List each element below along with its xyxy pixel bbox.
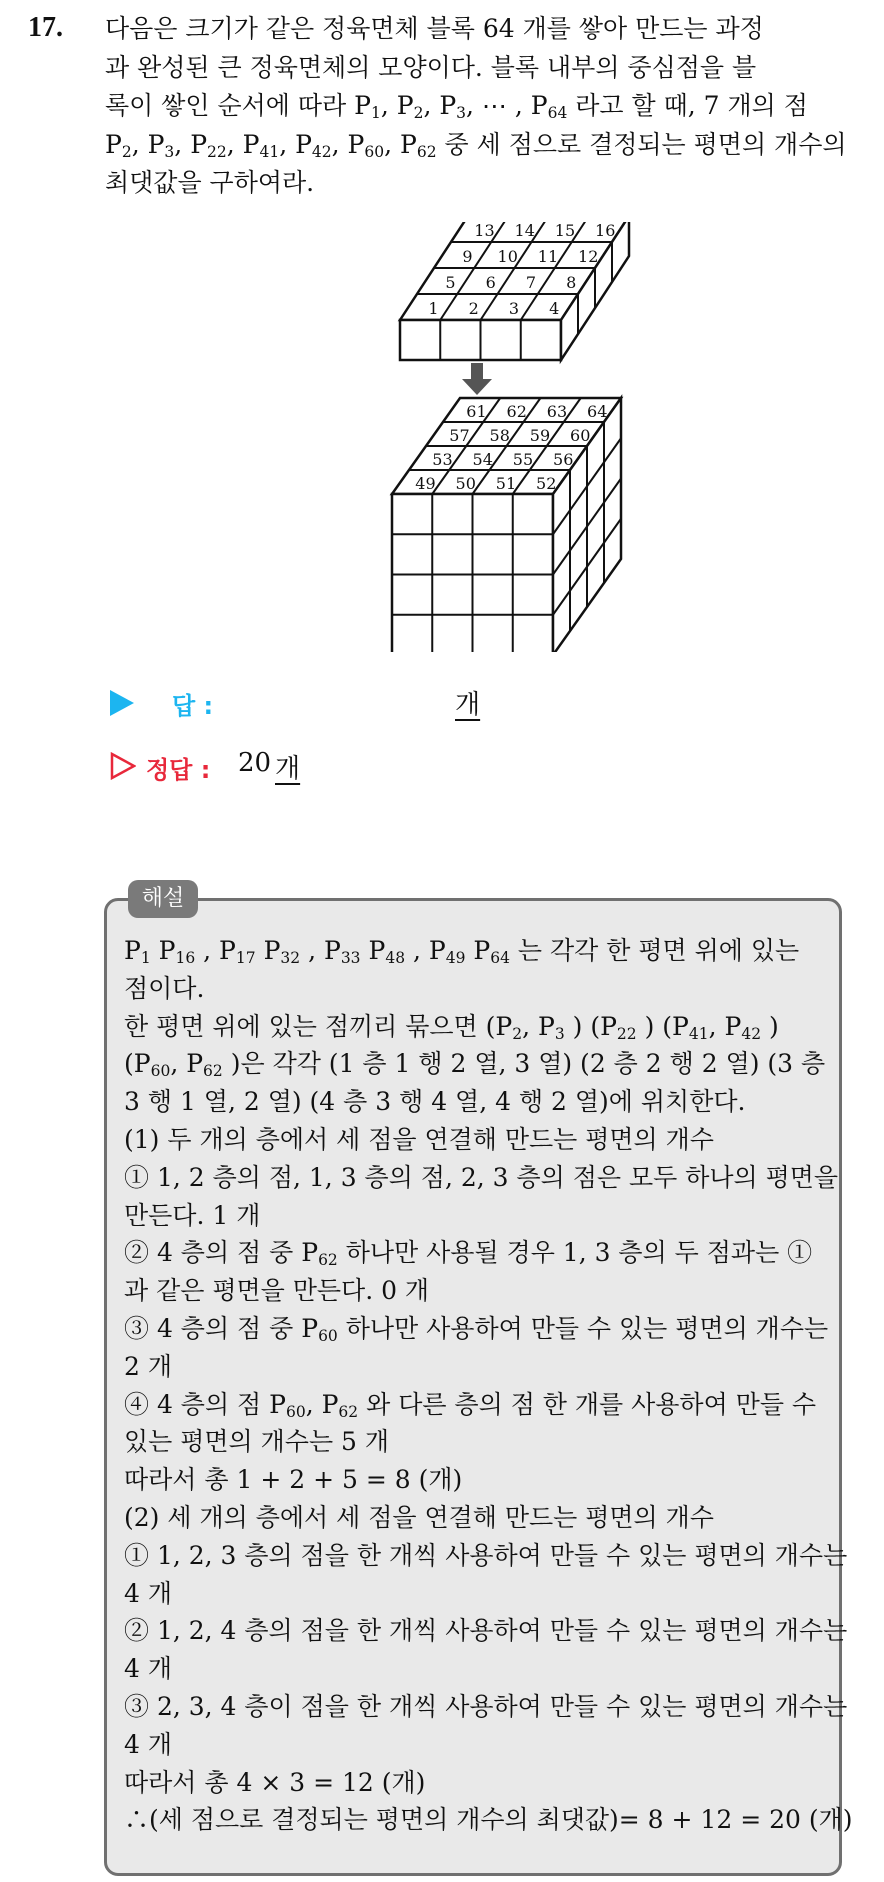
solution-line bbox=[124, 1008, 834, 1046]
subscript: 62 bbox=[203, 1062, 223, 1081]
solution-line bbox=[124, 1310, 834, 1348]
text-run: 만든다. 1 개 bbox=[124, 1200, 261, 1230]
cube-top-label: 60 bbox=[570, 426, 591, 445]
solution-line bbox=[124, 1272, 834, 1310]
text-run: 따라서 총 1 + 2 + 5 = 8 (개) bbox=[124, 1465, 463, 1495]
text-run: 4 개 bbox=[124, 1578, 173, 1608]
subscript: 49 bbox=[445, 948, 466, 967]
text-run: )은 각각 (1 층 1 행 2 열, 3 열) (2 층 2 행 2 열) (3 층 bbox=[222, 1049, 826, 1079]
text-run: 따라서 총 4 × 3 = 12 (개) bbox=[124, 1767, 426, 1797]
text-run: 하나만 사용하여 만들 수 있는 평면의 개수는 bbox=[337, 1313, 829, 1343]
solution-tab: 해설 bbox=[128, 880, 198, 918]
cube-top-label: 63 bbox=[546, 402, 568, 421]
text-run: , P bbox=[226, 129, 260, 159]
solution-line bbox=[124, 1499, 834, 1537]
text-run: , P bbox=[279, 129, 312, 159]
text-run: 점이다. bbox=[124, 973, 205, 1003]
question-line bbox=[105, 164, 865, 203]
subscript: 22 bbox=[616, 1024, 637, 1043]
cube-top-label: 54 bbox=[472, 450, 493, 469]
text-run: ② 4 층의 점 중 P bbox=[124, 1238, 319, 1268]
solution-line bbox=[124, 1386, 834, 1424]
big-cube bbox=[392, 398, 621, 652]
subscript: 42 bbox=[311, 142, 332, 161]
top-block-layer bbox=[400, 222, 629, 360]
text-run: ① 1, 2 층의 점, 1, 3 층의 점, 2, 3 층의 점은 모두 하나의 평면을 bbox=[124, 1162, 839, 1192]
cube-top-label: 55 bbox=[512, 450, 534, 469]
subscript: 42 bbox=[741, 1024, 762, 1043]
top-block-label: 13 bbox=[474, 222, 495, 240]
text-run: 3 행 1 열, 2 열) (4 층 3 행 4 열, 4 행 2 열)에 위치한다. bbox=[124, 1087, 746, 1117]
text-run: ③ 4 층의 점 중 P bbox=[124, 1313, 319, 1343]
subscript: 60 bbox=[285, 1402, 306, 1421]
text-run: , P bbox=[384, 129, 417, 159]
text-run: , P bbox=[522, 1011, 555, 1041]
subscript: 60 bbox=[150, 1062, 171, 1081]
subscript: 62 bbox=[416, 142, 437, 161]
subscript: 3 bbox=[164, 142, 175, 161]
text-run: 록이 쌓인 순서에 따라 P bbox=[105, 91, 371, 120]
cube-stacking-figure bbox=[0, 222, 884, 652]
text-run: ③ 2, 3, 4 층이 점을 한 개씩 사용하여 만들 수 있는 평면의 개수는 bbox=[124, 1691, 848, 1721]
text-run: 중 세 점으로 결정되는 평면의 개수의 bbox=[436, 129, 847, 159]
solution-line bbox=[124, 1045, 834, 1083]
text-run: , P bbox=[170, 1049, 204, 1079]
subscript: 41 bbox=[259, 142, 280, 161]
subscript: 17 bbox=[235, 948, 256, 967]
solution-line bbox=[124, 1121, 834, 1159]
correct-value: 20 bbox=[238, 748, 272, 778]
text-run: 있는 평면의 개수는 5 개 bbox=[124, 1427, 390, 1457]
solution-line bbox=[124, 1575, 834, 1613]
text-run: , P bbox=[174, 129, 208, 159]
answer-unit: 개 bbox=[455, 690, 481, 720]
cube-top-label: 52 bbox=[536, 474, 557, 493]
top-block-label: 8 bbox=[566, 273, 577, 292]
correct-label: 정답 : bbox=[146, 756, 211, 784]
text-run: (2) 세 개의 층에서 세 점을 연결해 만드는 평면의 개수 bbox=[124, 1502, 714, 1532]
text-run: ) (P bbox=[564, 1011, 617, 1041]
subscript: 1 bbox=[370, 103, 381, 122]
solution-line bbox=[124, 1083, 834, 1121]
text-run: ∴(세 점으로 결정되는 평면의 개수의 최댓값)= 8 + 12 = 20 (개) bbox=[124, 1805, 853, 1835]
subscript: 32 bbox=[280, 948, 301, 967]
text-run: , P bbox=[331, 129, 365, 159]
solution-line bbox=[124, 1159, 839, 1197]
subscript: 3 bbox=[456, 103, 467, 122]
text-run: P bbox=[124, 936, 141, 965]
top-block-label: 3 bbox=[508, 299, 520, 318]
solution-line bbox=[124, 932, 834, 970]
subscript: 62 bbox=[318, 1251, 338, 1270]
text-run: 라고 할 때, 7 개의 점 bbox=[567, 91, 808, 120]
subscript: 41 bbox=[688, 1024, 709, 1043]
solution-line bbox=[124, 1234, 834, 1272]
solution-line bbox=[124, 1537, 848, 1575]
top-block-label: 12 bbox=[578, 247, 599, 266]
subscript: 3 bbox=[554, 1024, 565, 1043]
answer-label: 답 : bbox=[172, 692, 214, 720]
text-run: (1) 두 개의 층에서 세 점을 연결해 만드는 평면의 개수 bbox=[124, 1124, 714, 1154]
question-line bbox=[105, 87, 865, 126]
text-run: , P bbox=[195, 936, 236, 965]
solution-text bbox=[124, 932, 853, 1839]
top-block-label: 4 bbox=[549, 299, 560, 318]
cube-top-label: 56 bbox=[553, 450, 574, 469]
question-text bbox=[105, 10, 865, 203]
cube-top-label: 64 bbox=[587, 402, 608, 421]
question-number: 17. bbox=[28, 12, 63, 43]
cube-top-label: 62 bbox=[506, 402, 527, 421]
solution-line bbox=[124, 1688, 848, 1726]
text-run: 다음은 크기가 같은 정육면체 블록 64 개를 쌓아 만드는 과정 bbox=[105, 14, 764, 43]
text-run: P bbox=[360, 936, 386, 965]
subscript: 2 bbox=[121, 142, 132, 161]
solution-line bbox=[124, 1197, 834, 1235]
solution-line bbox=[124, 1650, 834, 1688]
cube-top-label: 49 bbox=[415, 474, 436, 493]
text-run: 4 개 bbox=[124, 1654, 173, 1684]
outline-arrow-icon bbox=[110, 752, 136, 780]
subscript: 64 bbox=[547, 103, 568, 122]
cube-top-label: 51 bbox=[495, 474, 517, 493]
solution-line bbox=[124, 1348, 834, 1386]
question-line bbox=[105, 126, 865, 165]
subscript: 60 bbox=[364, 142, 385, 161]
top-block-label: 6 bbox=[485, 273, 496, 292]
text-run: P bbox=[255, 936, 281, 965]
text-run: ② 1, 2, 4 층의 점을 한 개씩 사용하여 만들 수 있는 평면의 개수는 bbox=[124, 1616, 848, 1646]
top-block-label: 16 bbox=[595, 222, 616, 240]
text-run: ① 1, 2, 3 층의 점을 한 개씩 사용하여 만들 수 있는 평면의 개수는 bbox=[124, 1540, 848, 1570]
text-run: ) (P bbox=[636, 1011, 689, 1041]
solution-line bbox=[124, 1461, 834, 1499]
text-run: (P bbox=[124, 1049, 151, 1079]
cube-top-label: 61 bbox=[466, 402, 487, 421]
text-run: , ⋯ , P bbox=[466, 91, 548, 120]
subscript: 2 bbox=[512, 1024, 523, 1043]
question-line bbox=[105, 10, 865, 49]
text-run: P bbox=[150, 936, 176, 965]
solution-line bbox=[124, 1423, 834, 1461]
text-run: P bbox=[465, 936, 491, 965]
text-run: 와 다른 층의 점 한 개를 사용하여 만들 수 bbox=[358, 1389, 817, 1419]
subscript: 60 bbox=[318, 1326, 338, 1345]
text-run: 과 같은 평면을 만든다. 0 개 bbox=[124, 1276, 430, 1306]
text-run: , P bbox=[405, 936, 446, 965]
top-block-label: 5 bbox=[445, 273, 456, 292]
text-run: , P bbox=[300, 936, 341, 965]
cube-top-label: 58 bbox=[489, 426, 510, 445]
text-run: , P bbox=[708, 1011, 742, 1041]
text-run: 한 평면 위에 있는 점끼리 묶으면 (P bbox=[124, 1011, 513, 1041]
text-run: ④ 4 층의 점 P bbox=[124, 1389, 286, 1419]
solution-line bbox=[124, 1764, 834, 1802]
subscript: 62 bbox=[338, 1402, 359, 1421]
solution-line bbox=[124, 1801, 853, 1839]
subscript: 2 bbox=[413, 103, 424, 122]
text-run: 2 개 bbox=[124, 1351, 173, 1381]
subscript: 1 bbox=[140, 948, 151, 967]
top-block-label: 14 bbox=[514, 222, 535, 240]
text-run: 4 개 bbox=[124, 1729, 173, 1759]
solution-line bbox=[124, 970, 834, 1008]
solution-line bbox=[124, 1612, 848, 1650]
subscript: 48 bbox=[385, 948, 406, 967]
text-run: , P bbox=[305, 1389, 339, 1419]
cube-top-label: 57 bbox=[449, 426, 470, 445]
correct-unit: 개 bbox=[275, 754, 301, 784]
text-run: , P bbox=[423, 91, 457, 120]
top-block-label: 2 bbox=[468, 299, 479, 318]
cube-top-label: 59 bbox=[529, 426, 551, 445]
text-run: 과 완성된 큰 정육면체의 모양이다. 블록 내부의 중심점을 블 bbox=[105, 52, 757, 82]
text-run: 하나만 사용될 경우 1, 3 층의 두 점과는 ① bbox=[337, 1238, 813, 1268]
cube-top-label: 50 bbox=[455, 474, 476, 493]
down-arrow-icon bbox=[462, 363, 492, 395]
text-run: P bbox=[105, 129, 122, 159]
subscript: 64 bbox=[490, 948, 510, 967]
text-run: ) bbox=[761, 1011, 779, 1041]
cube-top-label: 53 bbox=[432, 450, 453, 469]
text-run: , P bbox=[131, 129, 165, 159]
text-run: 는 각각 한 평면 위에 있는 bbox=[509, 936, 800, 965]
question-line bbox=[105, 49, 865, 88]
solution-line bbox=[124, 1726, 834, 1764]
subscript: 22 bbox=[207, 142, 227, 161]
text-run: 최댓값을 구하여라. bbox=[105, 168, 315, 197]
top-block-label: 7 bbox=[525, 273, 537, 292]
top-block-label: 9 bbox=[462, 247, 473, 266]
top-block-label: 10 bbox=[497, 247, 518, 266]
top-block-label: 15 bbox=[554, 222, 576, 240]
top-block-label: 1 bbox=[428, 299, 439, 318]
subscript: 16 bbox=[175, 948, 196, 967]
top-block-label: 11 bbox=[537, 247, 559, 266]
subscript: 33 bbox=[340, 948, 361, 967]
play-arrow-icon bbox=[110, 690, 134, 716]
text-run: , P bbox=[380, 91, 414, 120]
